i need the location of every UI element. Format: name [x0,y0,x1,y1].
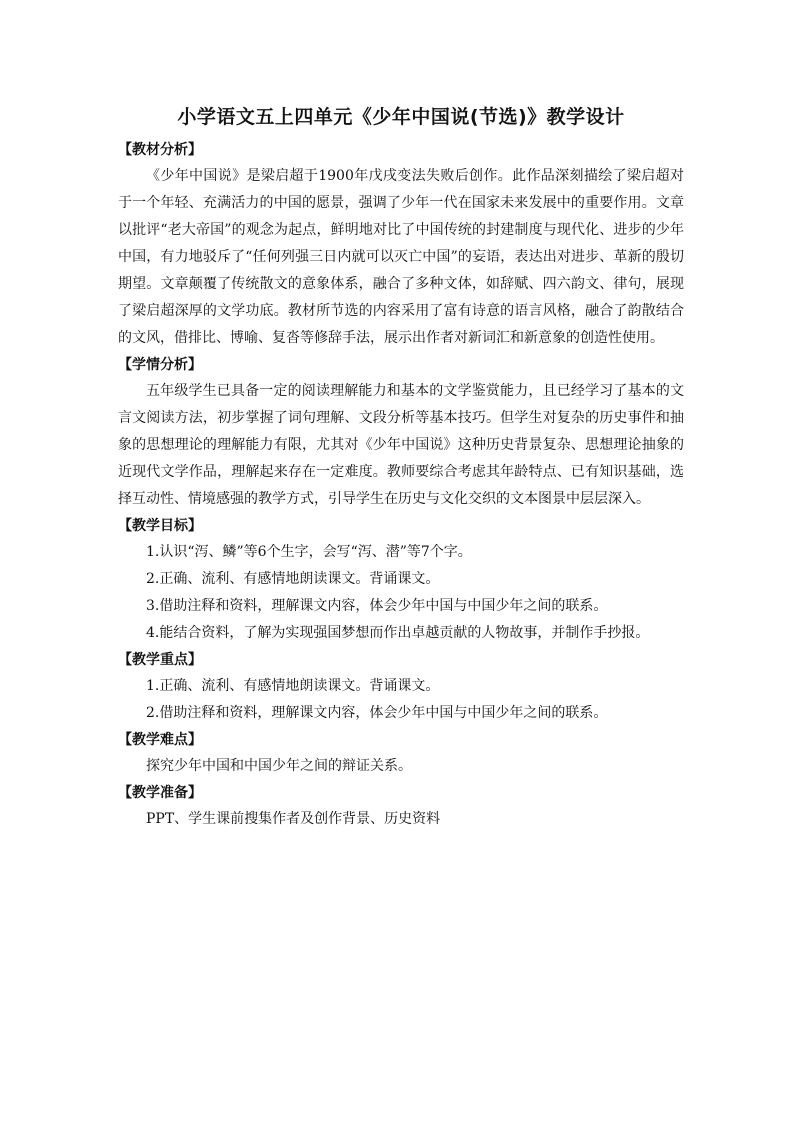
document-page [118,96,684,833]
section-heading: 【教材分析】 [118,142,202,158]
paragraph: 五年级学生已具备一定的阅读理解能力和基本的文学鉴赏能力，且已经学习了基本的文言文阅读方法，初步掌握了词句理解、文段分析等基本技巧。但学生对复杂的历史事件和抽象的思想理论的理解能力有限，尤其对《少年中国说》这种历史背景复杂、思想理论抽象的近现代文学作品，理解起来存在一定难度。教师要综合考虑其年龄特点、已有知识基础，选择互动性、情境感强的教学方式，引导学生在历史与文化交织的文本图景中层层深入。 [118,383,684,507]
section-teaching-objectives [118,513,684,647]
difficulty-item: 探究少年中国和中国少年之间的辩证关系。 [146,758,412,774]
section-difficulties [118,727,684,780]
paragraph: 《少年中国说》是梁启超于1900年戊戌变法失败后创作。此作品深刻描绘了梁启超对于一个年轻、充满活力的中国的愿景，强调了少年一代在国家未来发展中的重要作用。文章以批评“老大帝国”的观念为起点，鲜明地对比了中国传统的封建制度与现代化、进步的少年中国，有力地驳斥了“任何列强三日内就可以灭亡中国”的妄语，表达出对进步、革新的殷切期望。文章颠覆了传统散文的意象体系，融合了多种文体，如辞赋、四六韵文、律句，展现了梁启超深厚的文学功底。教材所节选的内容采用了富有诗意的语言风格，融合了韵散结合的文风，借排比、博喻、复沓等修辞手法，展示出作者对新词汇和新意象的创造性使用。 [118,168,684,346]
objective-item: 4.能结合资料，了解为实现强国梦想而作出卓越贡献的人物故事，并制作手抄报。 [146,625,650,641]
section-heading: 【教学准备】 [118,785,202,801]
section-heading: 【教学目标】 [118,518,202,534]
section-student-analysis [118,352,684,513]
section-heading: 【学情分析】 [118,357,202,373]
document-title: 小学语文五上四单元《少年中国说(节选)》教学设计 [177,106,625,128]
objective-item: 1.认识“泻、鳞”等6个生字，会写“泻、潜”等7个字。 [146,544,472,560]
section-heading: 【教学重点】 [118,652,202,668]
section-preparation [118,780,684,833]
objective-item: 3.借助注释和资料，理解课文内容，体会少年中国与中国少年之间的联系。 [146,598,608,614]
key-point-item: 1.正确、流利、有感情地朗读课文。背诵课文。 [146,678,440,694]
section-heading: 【教学难点】 [118,732,202,748]
preparation-item: PPT、学生课前搜集作者及创作背景、历史资料 [146,811,441,827]
section-textbook-analysis [118,137,684,352]
section-key-points [118,647,684,727]
objective-item: 2.正确、流利、有感情地朗读课文。背诵课文。 [146,571,440,587]
key-point-item: 2.借助注释和资料，理解课文内容，体会少年中国与中国少年之间的联系。 [146,705,608,721]
